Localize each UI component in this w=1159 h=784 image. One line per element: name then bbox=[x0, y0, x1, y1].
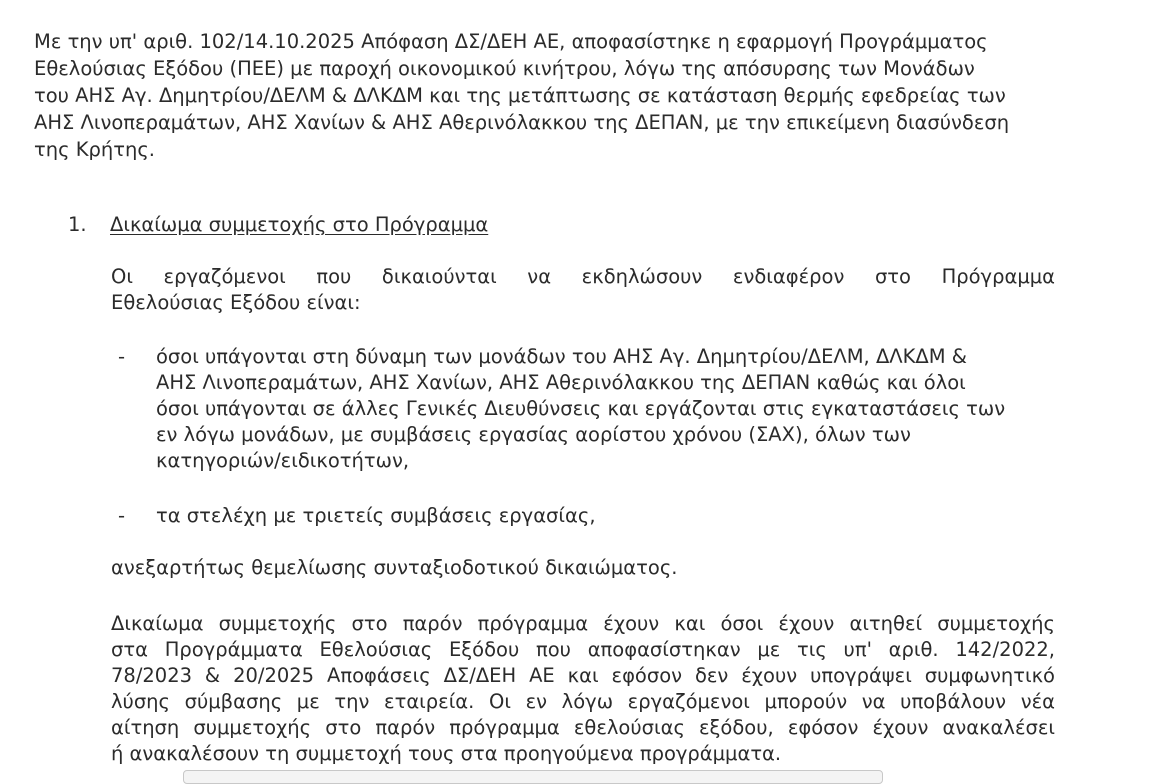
bullet-line: ΑΗΣ Λινοπεραμάτων, ΑΗΣ Χανίων, ΑΗΣ Αθερινόλακκου της ΔΕΠΑΝ καθώς και όλοι bbox=[156, 371, 966, 394]
participation-paragraph bbox=[111, 611, 1055, 767]
eligibility-paragraph bbox=[111, 264, 1055, 316]
participation-line: ή ανακαλέσουν τη συμμετοχή τους στα προηγούμενα προγράμματα. bbox=[111, 742, 782, 765]
intro-line: του ΑΗΣ Αγ. Δημητρίου/ΔΕΛΜ & ΔΛΚΔΜ και της μετάπτωσης σε κατάσταση θερμής εφεδρείας των bbox=[34, 84, 1006, 107]
eligibility-line: Οι εργαζόμενοι που δικαιούνται να εκδηλώσουν ενδιαφέρον στο Πρόγραμμα bbox=[111, 265, 1055, 288]
bullet-item bbox=[118, 503, 1058, 530]
intro-line: ΑΗΣ Λινοπεραμάτων, ΑΗΣ Χανίων & ΑΗΣ Αθερινόλακκου της ΔΕΠΑΝ, με την επικείμενη διασύνδεση bbox=[34, 111, 1010, 134]
intro-paragraph bbox=[34, 28, 1064, 163]
bullet-item bbox=[118, 344, 1058, 479]
eligibility-line: Εθελούσιας Εξόδου είναι: bbox=[111, 291, 361, 314]
bullet-text bbox=[156, 503, 1056, 529]
intro-line: της Κρήτης. bbox=[34, 138, 156, 161]
intro-line: Με την υπ' αριθ. 102/14.10.2025 Απόφαση ΔΣ/ΔΕΗ ΑΕ, αποφασίστηκε η εφαρμογή Προγράμματος bbox=[34, 30, 988, 53]
section-heading bbox=[68, 211, 488, 238]
participation-line: στα Προγράμματα Εθελούσιας Εξόδου που αποφασίστηκαν με τις υπ' αριθ. 142/2022, bbox=[111, 638, 1055, 661]
bullet-line: όσοι υπάγονται σε άλλες Γενικές Διευθύνσεις και εργάζονται στις εγκαταστάσεις των bbox=[156, 397, 1006, 420]
section-title: Δικαίωμα συμμετοχής στο Πρόγραμμα bbox=[110, 213, 489, 236]
bullet-line: τα στελέχη με τριετείς συμβάσεις εργασίας, bbox=[156, 504, 596, 527]
bullet-line: όσοι υπάγονται στη δύναμη των μονάδων του ΑΗΣ Αγ. Δημητρίου/ΔΕΛΜ, ΔΛΚΔΜ & bbox=[156, 345, 967, 368]
bottom-overlay-bar bbox=[183, 770, 883, 784]
pension-note-line: ανεξαρτήτως θεμελίωσης συνταξιοδοτικού δικαιώματος. bbox=[111, 556, 678, 579]
section-number: 1. bbox=[68, 213, 87, 236]
bullet-text bbox=[156, 344, 1056, 474]
participation-line: αίτηση συμμετοχής στο παρόν πρόγραμμα εθελούσιας εξόδου, εφόσον έχουν ανακαλέσει bbox=[111, 716, 1055, 739]
participation-line: Δικαίωμα συμμετοχής στο παρόν πρόγραμμα έχουν και όσοι έχουν αιτηθεί συμμετοχής bbox=[111, 612, 1055, 635]
bullet-dash: - bbox=[118, 345, 126, 368]
participation-line: λύσης σύμβασης με την εταιρεία. Οι εν λόγω εργαζόμενοι μπορούν να υποβάλουν νέα bbox=[111, 690, 1055, 713]
intro-line: Εθελούσιας Εξόδου (ΠΕΕ) με παροχή οικονομικού κινήτρου, λόγω της απόσυρσης των Μονάδων bbox=[34, 57, 975, 80]
bullet-line: εν λόγω μονάδων, με συμβάσεις εργασίας αορίστου χρόνου (ΣΑΧ), όλων των bbox=[156, 423, 911, 446]
participation-line: 78/2023 & 20/2025 Αποφάσεις ΔΣ/ΔΕΗ ΑΕ και εφόσον δεν έχουν υπογράψει συμφωνητικό bbox=[111, 664, 1055, 687]
pension-note bbox=[111, 555, 1055, 581]
bullet-dash: - bbox=[118, 504, 126, 527]
bullet-line: κατηγοριών/ειδικοτήτων, bbox=[156, 449, 410, 472]
